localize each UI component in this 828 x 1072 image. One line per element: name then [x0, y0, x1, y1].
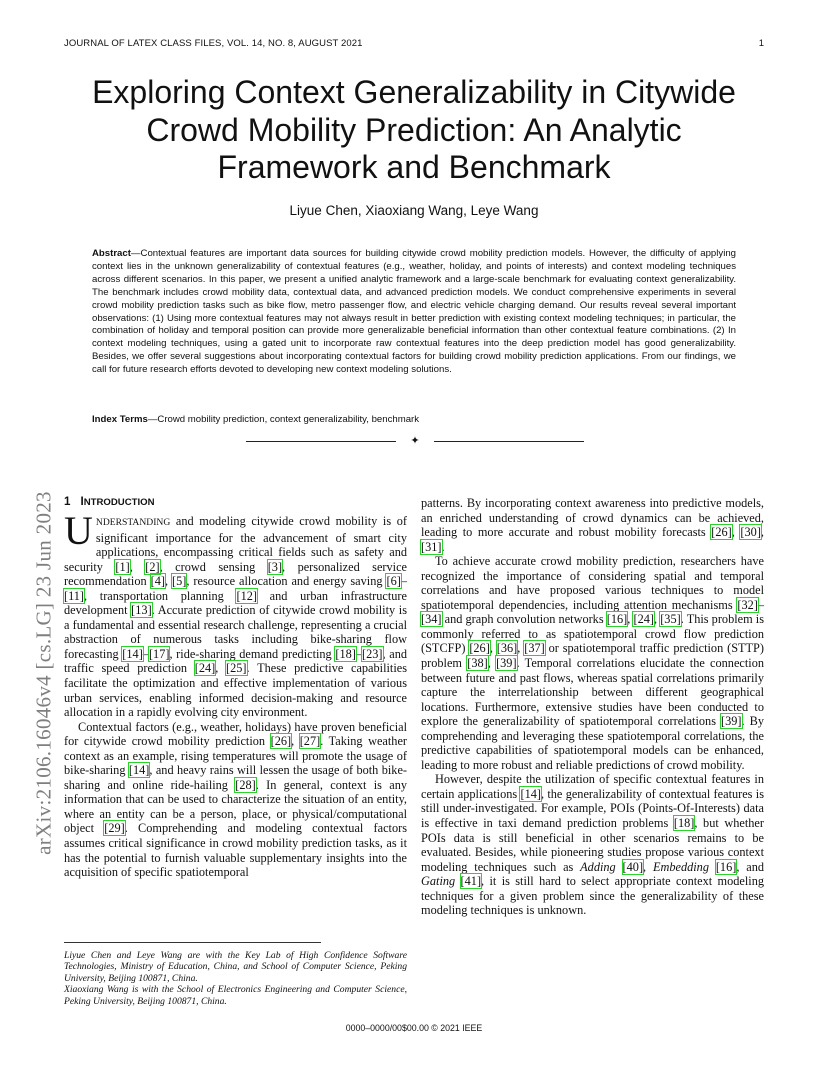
index-terms-label: Index Terms: [92, 414, 148, 425]
copyright-line: 0000–0000/00$00.00 © 2021 IEEE: [345, 1023, 483, 1033]
abstract: [92, 248, 736, 377]
intro-paragraph-4: [421, 554, 764, 772]
text-run: , transportation planning: [84, 588, 237, 603]
citation-link[interactable]: [28]: [235, 777, 256, 792]
text-run: , personalized service recommendation: [64, 559, 407, 589]
text-run: . Comprehending and modeling contextual factors assumes critical significance in crowd mobility prediction tasks, as it has the potential to furnish valuable supplementary insights into the acquisition of specific spatiotemporal: [64, 821, 407, 880]
page-number: 1: [758, 38, 764, 49]
citation-link[interactable]: [38]: [467, 656, 488, 671]
section-title-rest: NTRODUCTION: [83, 497, 155, 508]
technique-name: Adding: [580, 859, 616, 874]
drop-cap: U: [64, 508, 93, 553]
separator-diamond-icon: ✦: [410, 435, 420, 447]
citation-link[interactable]: [16]: [715, 859, 737, 874]
text-run: . Taking weather context as an example, rising temperatures will promote the usage of bike-sharing: [64, 734, 408, 778]
text-run: ,: [643, 859, 653, 874]
text-run: ,: [731, 525, 741, 540]
intro-paragraph-5: [421, 772, 764, 917]
smallcaps-lead: NDERSTANDING: [95, 517, 171, 528]
text-run: , and heavy rains will lessen the usage of both bike-sharing and online ride-hailing: [64, 763, 407, 792]
text-run: ,: [291, 734, 300, 749]
text-run: , and traffic speed prediction: [64, 646, 408, 676]
text-run: , resource allocation and energy saving: [186, 574, 387, 589]
citation-link[interactable]: [39]: [721, 714, 742, 729]
text-run: –: [400, 574, 407, 589]
footnote-affiliation-1: Liyue Chen and Leye Wang are with the Key Lab of High Confidence Software Technologies, Ministry of Education, China, and School of Computer Science, Peking University, Beijing 100871, China.: [64, 950, 407, 984]
text-run: . By comprehending and leveraging these spatiotemporal correlations, the predictive capabilities of spatiotemporal models can be enhanced, leading to more robust and reliable predictions of crowd mobility.: [421, 714, 765, 772]
left-column: [64, 495, 407, 880]
citation-link[interactable]: [18]: [673, 816, 695, 831]
section-title-initial: I: [80, 495, 84, 508]
text-run: . These predictive capabilities facilitate the optimization and effective implementation of various urban services, enabling informed decision-making and resource allocation in a rapidly evolving city environment.: [64, 661, 407, 720]
citation-link[interactable]: [12]: [236, 588, 257, 603]
citation-link[interactable]: [14]: [128, 763, 150, 778]
abstract-text: —Contextual features are important data sources for building citywide crowd mobility prediction models. However, the difficulty of applying context lies in the unknown generalizability of contextual features (e.g., weather, holiday, and points of interests) and context modeling techniques across different scenarios. In this paper, we present a unified analytic framework and a large-scale benchmark for evaluating context generalizability. The benchmark includes crowd mobility data, contextual data, and advanced prediction models. We conduct comprehensive experiments in several crowd mobility prediction tasks such as bike flow, metro passenger flow, and electric vehicle charging demand. Our results reveal several important observations: (1) Using more contextual features may not always result in better prediction with existing context modeling techniques; in particular, the combination of holiday and temporal position can provide more generalizable beneficial information than other contextual feature combinations. (2) In context modeling techniques, using a gated unit to incorporate raw contextual features into the deep prediction model has good generalizability. Besides, we offer several suggestions about incorporating contextual factors for building crowd mobility prediction applications. From our findings, we call for future research efforts devoted to developing new context modeling solutions.: [92, 248, 736, 376]
text-run: ,: [653, 612, 661, 627]
citation-link[interactable]: [41]: [460, 874, 482, 889]
citation-link[interactable]: [24]: [194, 661, 216, 676]
citation-link[interactable]: [5]: [172, 574, 187, 589]
citation-link[interactable]: [4]: [150, 574, 165, 589]
text-run: or spatiotemporal traffic prediction (STTP) problem: [421, 641, 764, 671]
paper-title: Exploring Context Generalizability in Citywide Crowd Mobility Prediction: An Analytic Framework and Benchmark: [92, 74, 736, 185]
index-terms-text: —Crowd mobility prediction, context generalizability, benchmark: [147, 414, 420, 425]
citation-link[interactable]: [27]: [299, 734, 321, 749]
text-run: .: [441, 539, 445, 554]
citation-link[interactable]: [26]: [469, 641, 490, 656]
index-terms: [92, 414, 736, 427]
citation-link[interactable]: [16]: [606, 612, 628, 627]
citation-link[interactable]: [25]: [226, 661, 247, 676]
citation-link[interactable]: [2]: [145, 559, 160, 574]
citation-link[interactable]: [6]: [386, 574, 401, 589]
section-heading-introduction: [64, 495, 407, 510]
text-run: . Temporal correlations elucidate the connection between future and past flows, whereas spatial correlations primarily capture the interrelationship between different geographical locations. Furthermore, extensive studies have been conducted to explore the generalizability of spatiotemporal correlations: [421, 656, 764, 729]
citation-link[interactable]: [11]: [64, 588, 85, 603]
text-run: . Accurate prediction of citywide crowd mobility is a fundamental and essential research challenge, representing a crucial abstraction of numerous tasks including bike-sharing flow forecasting: [64, 603, 407, 661]
citation-link[interactable]: [40]: [622, 859, 644, 874]
text-run: and modeling citywide crowd mobility is of significant importance for the advancement of smart city applications, encompassing critical fields such as safety and security: [64, 514, 407, 574]
text-run: and graph convolution networks: [441, 612, 607, 627]
technique-name: Embedding: [652, 859, 709, 874]
text-run: , and: [736, 859, 764, 874]
paper-authors: Liyue Chen, Xiaoxiang Wang, Leye Wang: [289, 203, 539, 218]
text-run: , the generalizability of contextual features is still under-investigated. For example, POIs (Points-Of-Interests) data is effective in taxi demand prediction problems: [421, 786, 764, 831]
citation-link[interactable]: [18]: [335, 646, 356, 661]
text-run: [616, 860, 623, 874]
citation-link[interactable]: [39]: [496, 656, 517, 671]
citation-link[interactable]: [14]: [520, 786, 541, 801]
citation-link[interactable]: [34]: [421, 612, 442, 627]
section-separator: [246, 433, 584, 449]
text-run: , but whether POIs data is still beneficial in other scenarios remains to be evaluated. Besides, while pioneering studies propose various context modeling techniques such as: [421, 816, 764, 874]
text-run: Contextual factors (e.g., weather, holidays) have proven beneficial for citywide crowd mobility prediction: [64, 719, 407, 749]
citation-link[interactable]: [29]: [104, 821, 125, 836]
citation-link[interactable]: [26]: [270, 734, 292, 749]
citation-link[interactable]: [30]: [740, 525, 761, 540]
text-run: , ride-sharing demand predicting: [169, 646, 336, 661]
text-run: ,: [489, 641, 497, 656]
citation-link[interactable]: [14]: [122, 646, 143, 661]
footnote-rule: [64, 942, 321, 943]
text-run: patterns. By incorporating context awareness into predictive models, an enriched understanding of crowd dynamics can be achieved, leading to more accurate and robust mobility forecasts: [421, 496, 764, 540]
text-run: ,: [517, 641, 525, 656]
text-run: To achieve accurate crowd mobility prediction, researchers have recognized the importance of considering spatial and temporal correlations and have proposed various techniques to model spatiotemporal dependencies, including attention mechanisms: [421, 554, 764, 612]
citation-link[interactable]: [35]: [660, 612, 681, 627]
text-run: However, despite the utilization of specific contextual features in certain applications: [421, 772, 764, 801]
citation-link[interactable]: [13]: [131, 603, 152, 618]
text-run: [709, 860, 716, 874]
abstract-label: Abstract: [92, 248, 131, 259]
citation-link[interactable]: [23]: [362, 646, 383, 661]
citation-link[interactable]: [31]: [421, 539, 442, 554]
citation-link[interactable]: [37]: [524, 641, 545, 656]
text-run: –: [757, 597, 764, 612]
text-run: ,: [164, 574, 172, 589]
text-run: ,: [215, 661, 227, 676]
citation-link[interactable]: [36]: [496, 641, 518, 656]
text-run: . In general, context is any information that can be used to characterize the situation of an entity, where an entity can be a person, place, or physical/computational object: [64, 777, 407, 836]
running-header: JOURNAL OF LATEX CLASS FILES, VOL. 14, NO. 8, AUGUST 2021: [64, 38, 363, 49]
technique-name: Gating: [421, 874, 456, 889]
text-run: [455, 874, 460, 888]
right-column: [421, 496, 764, 918]
text-run: and urban infrastructure development: [64, 588, 407, 618]
intro-paragraph-3: [421, 496, 764, 554]
footnotes: [64, 950, 407, 1007]
text-run: ,: [760, 525, 764, 540]
text-run: ,: [627, 612, 634, 627]
text-run: , it is still hard to select appropriate context modeling techniques for a given problem since the generalizability of these modeling techniques is unknown.: [421, 874, 764, 918]
citation-link[interactable]: [24]: [633, 612, 654, 627]
text-run: , crowd sensing: [159, 559, 268, 574]
footnote-affiliation-2: Xiaoxiang Wang is with the School of Electronics Engineering and Computer Science, Peking University, Beijing 100871, China.: [64, 984, 407, 1007]
text-run: ,: [487, 656, 497, 671]
citation-link[interactable]: [17]: [148, 646, 170, 661]
text-run: –: [142, 646, 149, 661]
separator-line-left: [246, 441, 396, 442]
citation-link[interactable]: [32]: [737, 597, 758, 612]
text-run: ,: [129, 559, 146, 574]
citation-link[interactable]: [1]: [115, 559, 130, 574]
text-run: . This problem is commonly referred to as spatiotemporal crowd flow prediction (STCFP): [421, 612, 765, 656]
arxiv-identifier-stamp: arXiv:2106.16046v4 [cs.LG] 23 Jun 2023: [31, 491, 56, 855]
separator-line-right: [434, 441, 584, 442]
text-run: –: [355, 646, 363, 661]
intro-paragraph-1: [64, 508, 408, 720]
section-number: 1: [64, 495, 71, 508]
intro-paragraph-2: [64, 720, 407, 880]
citation-link[interactable]: [3]: [267, 559, 283, 574]
citation-link[interactable]: [26]: [711, 525, 732, 540]
